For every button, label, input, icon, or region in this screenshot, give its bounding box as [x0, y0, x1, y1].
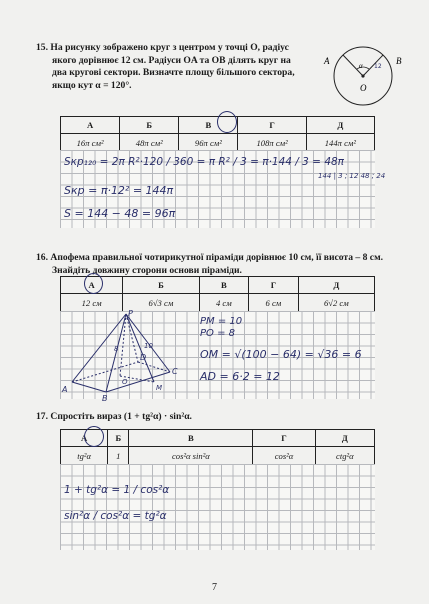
q16-work-line-2: PO = 8 — [200, 328, 235, 339]
q15-work-line-2: Sкр = π·12² = 144π — [64, 184, 174, 197]
q16-work-line-3: OM = √(100 − 64) = √36 = 6 — [200, 348, 362, 361]
q15-fig-label-b: B — [396, 56, 402, 66]
q15-line-3: два кругові сектори. Визначте площу більшого сектора, — [52, 67, 295, 79]
q16-option-g[interactable]: 6 см — [249, 294, 299, 312]
q17-header-v: В — [129, 430, 253, 447]
q16-line-1: Апофема правильної чотирикутної піраміди дорівнює 10 см, її висота – 8 см. — [50, 252, 384, 263]
q17-header-b: Б — [108, 430, 129, 447]
q15-option-a[interactable]: 16π см² — [61, 134, 120, 152]
q15-line-2: якого дорівнює 12 см. Радіуси OA та OB ділять круг на — [52, 54, 291, 66]
q15-text — [36, 42, 311, 92]
q15-header-g: Г — [238, 117, 306, 134]
q16-line-2: Знайдіть довжину сторони основи піраміди. — [52, 264, 242, 276]
q17-option-v[interactable]: cos²α sin²α — [129, 447, 253, 465]
q15-header-v: В — [179, 117, 238, 134]
q17-work-line-1: 1 + tg²α = 1 / cos²α — [64, 484, 170, 496]
q15-work-line-3: S = 144 − 48 = 96π — [64, 207, 176, 220]
q16-header-v: В — [199, 277, 249, 294]
q15-circle-figure — [318, 38, 408, 110]
q16-option-v[interactable]: 4 см — [199, 294, 249, 312]
q15-header-d: Д — [306, 117, 374, 134]
q16-header-g: Г — [249, 277, 299, 294]
page-number: 7 — [212, 582, 217, 593]
q17-option-b[interactable]: 1 — [108, 447, 129, 465]
q16-fig-label-a: A — [62, 385, 68, 394]
q16-header-d: Д — [298, 277, 374, 294]
q15-fig-label-o: O — [360, 83, 367, 93]
q16-work-line-1: PM = 10 — [200, 316, 243, 327]
q17-work-line-2: sin²α / cos²α = tg²α — [64, 510, 167, 522]
q15-number: 15. — [36, 42, 48, 53]
q16-pyramid-figure — [58, 306, 188, 402]
q17-option-a[interactable]: tg²α — [61, 447, 108, 465]
q16-option-b[interactable]: 6√3 см — [123, 294, 199, 312]
q16-fig-label-o: O — [122, 378, 128, 386]
q15-fig-label-r: 12 — [374, 63, 382, 70]
q16-fig-label-b: B — [102, 394, 108, 402]
q16-fig-label-c: C — [172, 367, 178, 376]
q15-selected-mark — [217, 111, 237, 133]
q16-option-d[interactable]: 6√2 см — [298, 294, 374, 312]
q16-work-line-4: AD = 6·2 = 12 — [200, 370, 280, 383]
q16-header-a: А — [61, 277, 123, 294]
q17-answer-table — [60, 429, 375, 465]
q16-header-b: Б — [123, 277, 199, 294]
q17-option-d[interactable]: ctg²α — [315, 447, 374, 465]
q16-fig-label-10: 10 — [144, 342, 153, 350]
q15-line-4: якщо кут α = 120°. — [52, 79, 132, 91]
q17-option-g[interactable]: cos²α — [253, 447, 315, 465]
q15-fig-label-alpha: α — [359, 62, 363, 70]
q17-header-g: Г — [253, 430, 315, 447]
q16-fig-label-8: 8 — [114, 345, 119, 353]
q15-option-g[interactable]: 108π см² — [238, 134, 306, 152]
q16-fig-label-p: P — [128, 309, 133, 318]
q16-number: 16. — [36, 252, 48, 263]
q15-work-side-calc: 144 | 3 ; 12 48 ; 24 — [318, 172, 386, 180]
q16-fig-label-d: D — [140, 353, 147, 362]
q17-header-d: Д — [315, 430, 374, 447]
q15-header-b: Б — [120, 117, 179, 134]
q17-work-grid — [60, 464, 375, 550]
q15-work-line-1: Sкр₁₂₀ = 2π R²·120 / 360 = π R² / 3 = π·144 / 3 = 48π — [64, 156, 345, 168]
q15-line-1: На рисунку зображено круг з центром у точці O, радіус — [50, 42, 289, 53]
q15-option-d[interactable]: 144π см² — [306, 134, 374, 152]
q16-fig-label-m: M — [156, 384, 163, 392]
q17-selected-mark — [84, 426, 104, 447]
q15-option-b[interactable]: 48π см² — [120, 134, 179, 152]
q17-line-1: Спростіть вираз (1 + tg²α) · sin²α. — [50, 411, 192, 422]
q17-header-a: А — [61, 430, 108, 447]
q15-header-a: А — [61, 117, 120, 134]
q15-option-v[interactable]: 96π см² — [179, 134, 238, 152]
q17-text — [36, 411, 406, 424]
q17-number: 17. — [36, 411, 48, 422]
q16-selected-mark — [84, 273, 103, 294]
q16-option-a[interactable]: 12 см — [61, 294, 123, 312]
q15-fig-label-a: A — [324, 56, 330, 66]
